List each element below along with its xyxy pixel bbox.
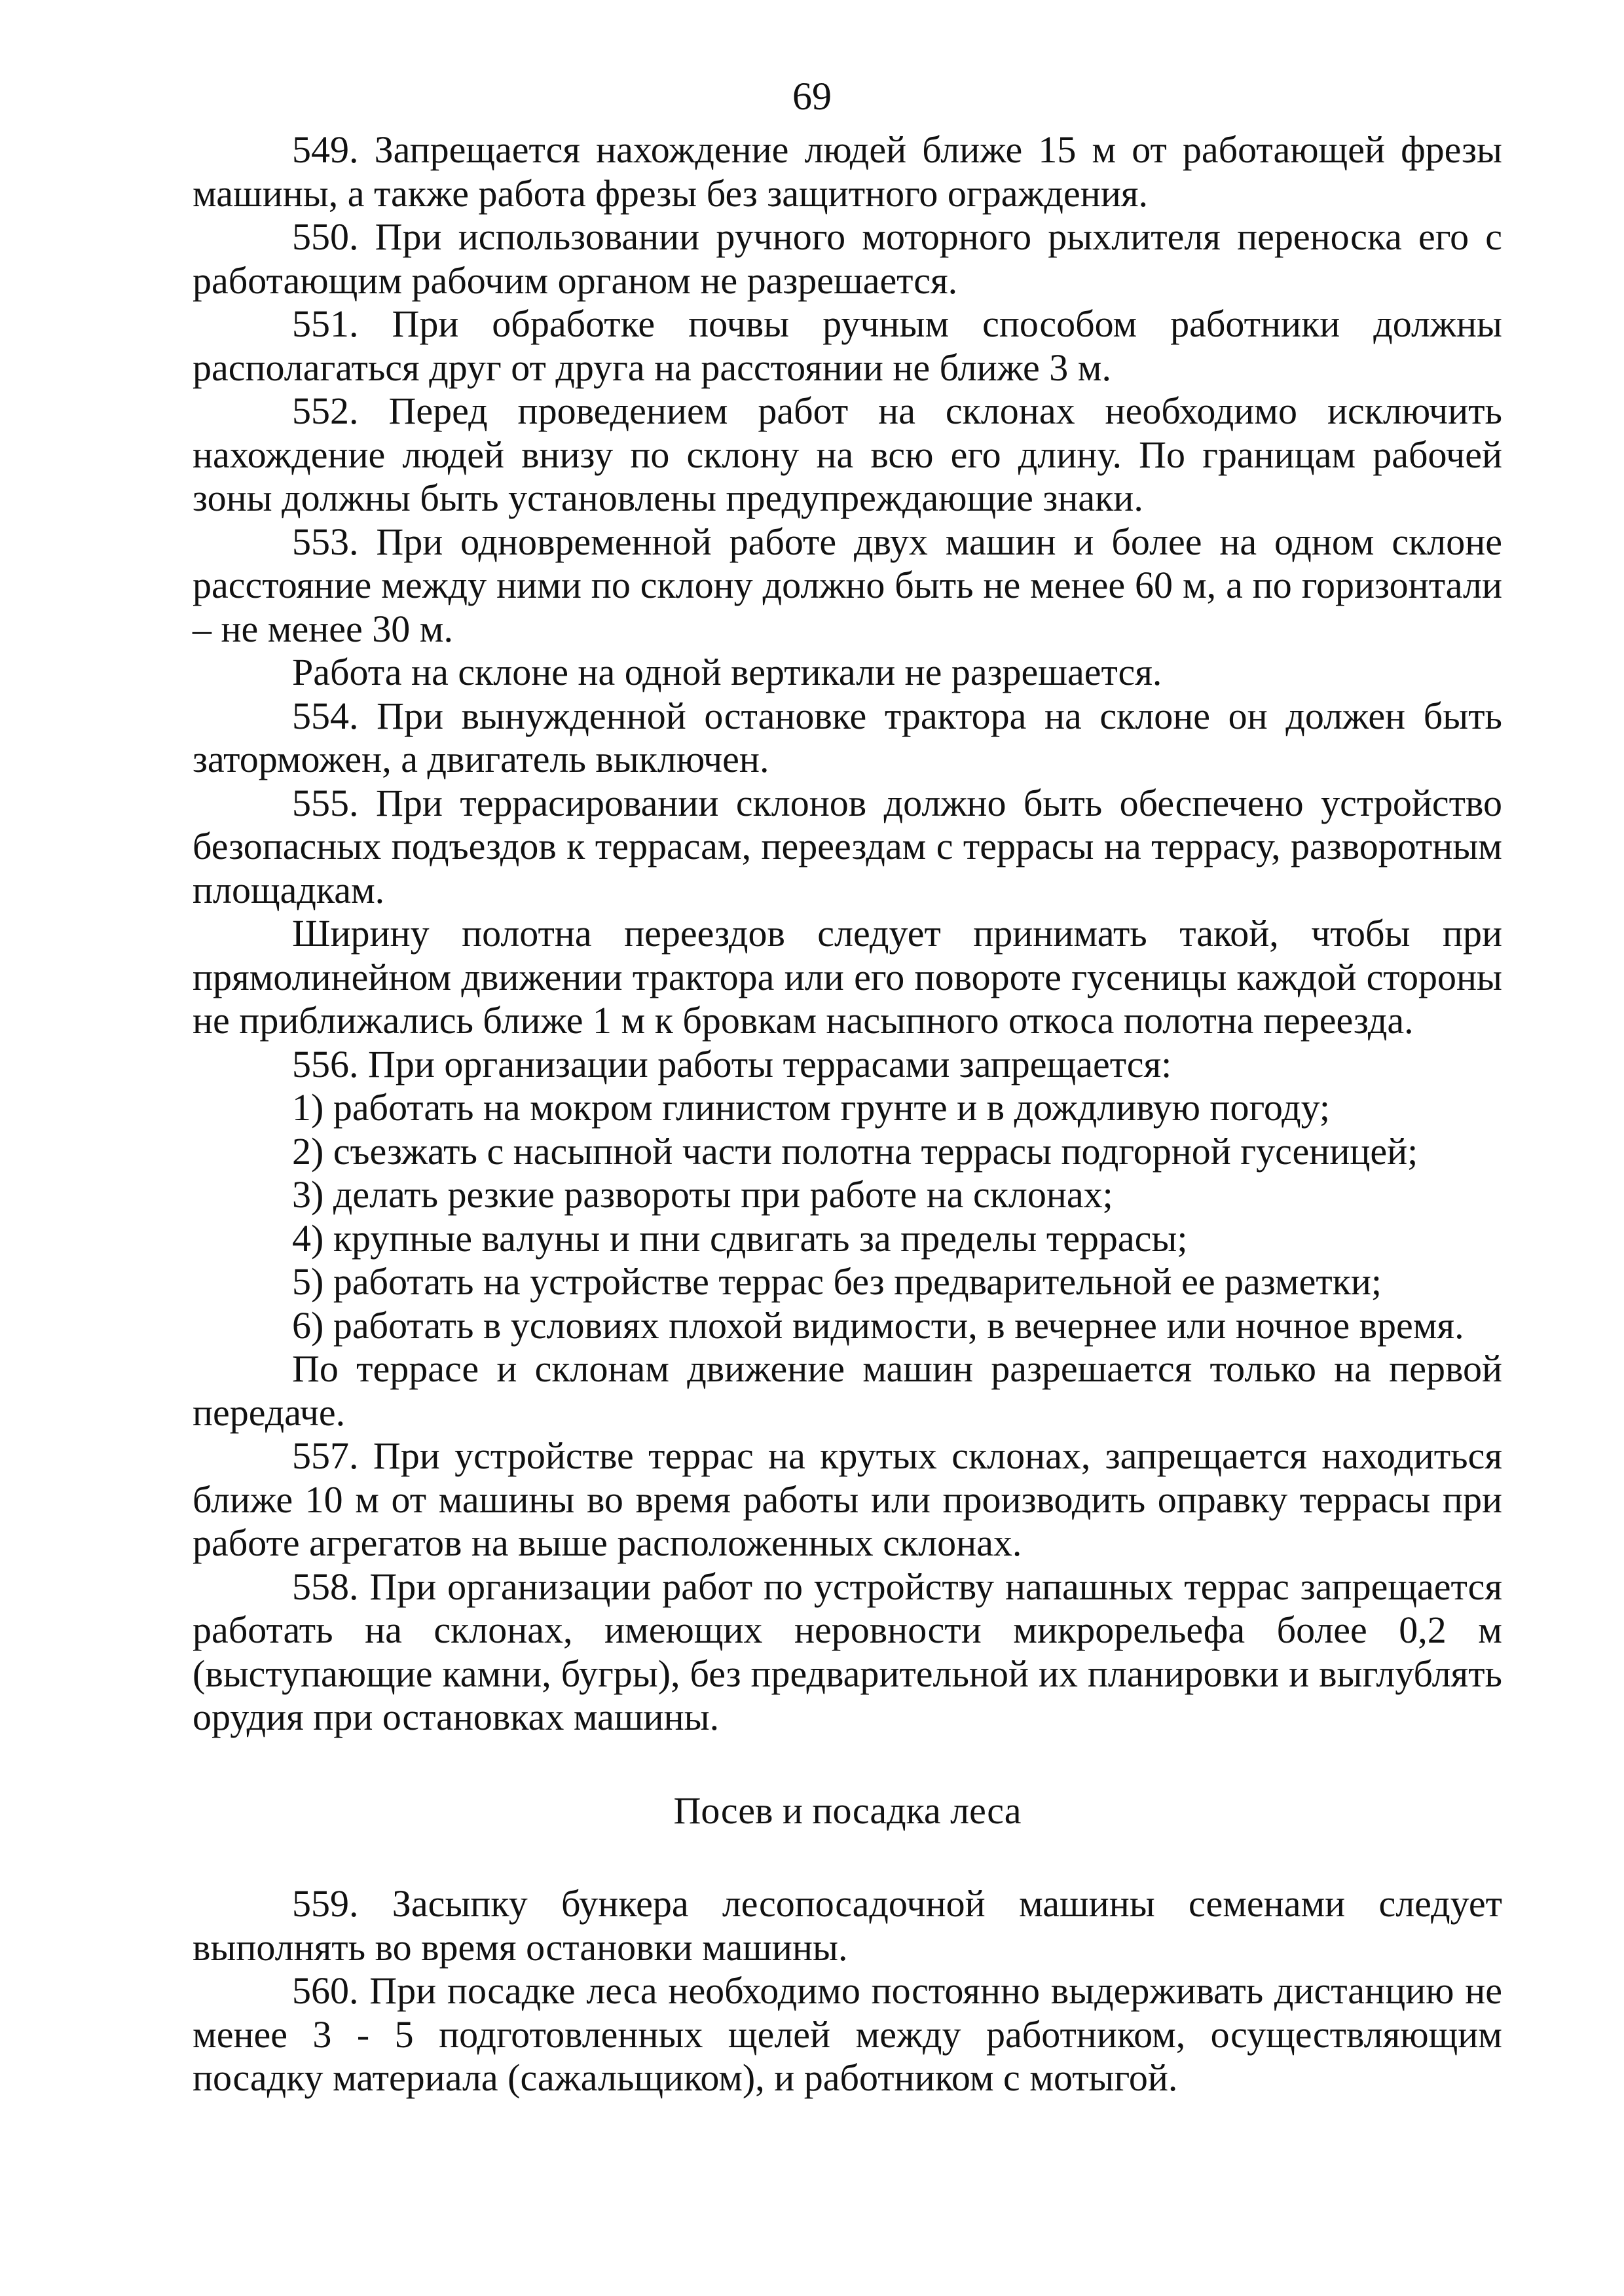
- paragraph-553: 553. При одновременной работе двух машин и более на одном склоне расстояние между ними по склону должно быть не менее 60 м, а по горизонтали – не менее 30 м.: [193, 520, 1502, 650]
- paragraph-558: 558. При организации работ по устройству напашных террас запрещается работать на склонах, имеющих неровности микрорельефа более 0,2 м (выступающие камни, бугры), без предварительной их планировки и выглублять орудия при остановках машины.: [193, 1565, 1502, 1738]
- paragraph-555-width: Ширину полотна переездов следует принимать такой, чтобы при прямолинейном движении трактора или его повороте гусеницы каждой стороны не приближались ближе 1 м к бровкам насыпного откоса полотна переезда.: [193, 912, 1502, 1042]
- list-item-1: 1) работать на мокром глинистом грунте и в дождливую погоду;: [292, 1086, 1331, 1129]
- paragraph-549: 549. Запрещается нахождение людей ближе 15 м от работающей фрезы машины, а также работа фрезы без защитного ограждения.: [193, 128, 1502, 215]
- paragraph-555: 555. При террасировании склонов должно быть обеспечено устройство безопасных подъездов к террасам, переездам с террасы на террасу, разворотным площадкам.: [193, 781, 1502, 911]
- paragraph-550: 550. При использовании ручного моторного рыхлителя переноска его с работающим рабочим органом не разрешается.: [193, 215, 1502, 302]
- paragraph-556: 556. При организации работы террасами запрещается:: [292, 1042, 1172, 1085]
- paragraph-551: 551. При обработке почвы ручным способом работники должны располагаться друг от друга на расстоянии не ближе 3 м.: [193, 302, 1502, 389]
- document-body: [193, 128, 1502, 2100]
- paragraph-559: 559. Засыпку бункера лесопосадочной машины семенами следует выполнять во время остановки машины.: [193, 1882, 1502, 1969]
- page-number: 69: [792, 75, 832, 118]
- section-heading: Посев и посадка леса: [673, 1789, 1022, 1832]
- paragraph-553-note: Работа на склоне на одной вертикали не разрешается.: [292, 651, 1162, 693]
- paragraph-557: 557. При устройстве террас на крутых склонах, запрещается находиться ближе 10 м от машины во время работы или производить оправку террасы при работе агрегатов на выше расположенных склонах.: [193, 1434, 1502, 1564]
- paragraph-560: 560. При посадке леса необходимо постоянно выдерживать дистанцию не менее 3 - 5 подготовленных щелей между работником, осуществляющим посадку материала (сажальщиком), и работником с мотыгой.: [193, 1969, 1502, 2099]
- list-item-5: 5) работать на устройстве террас без предварительной ее разметки;: [292, 1260, 1382, 1303]
- list-item-3: 3) делать резкие развороты при работе на склонах;: [292, 1173, 1113, 1216]
- paragraph-552: 552. Перед проведением работ на склонах необходимо исключить нахождение людей внизу по склону на всю его длину. По границам рабочей зоны должны быть установлены предупреждающие знаки.: [193, 390, 1502, 519]
- list-item-6: 6) работать в условиях плохой видимости, в вечернее или ночное время.: [292, 1303, 1464, 1347]
- paragraph-554: 554. При вынужденной остановке трактора на склоне он должен быть заторможен, а двигатель выключен.: [193, 694, 1502, 780]
- paragraph-556-gear: По террасе и склонам движение машин разрешается только на первой передаче.: [193, 1347, 1502, 1434]
- list-item-4: 4) крупные валуны и пни сдвигать за пределы террасы;: [292, 1216, 1188, 1260]
- list-item-2: 2) съезжать с насыпной части полотна террасы подгорной гусеницей;: [292, 1129, 1418, 1173]
